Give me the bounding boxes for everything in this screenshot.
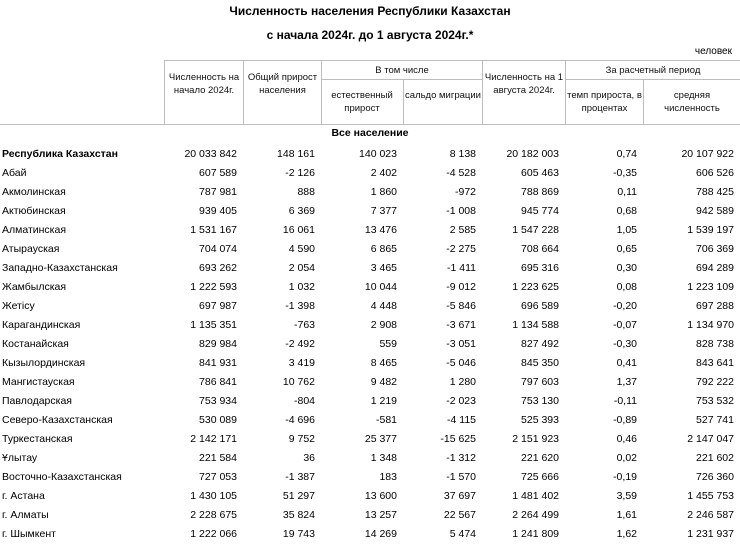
growth-rate-cell: -0,19 [613,471,637,483]
total-growth-cell: 9 752 [288,433,315,445]
header-top-border [164,60,740,61]
table-row [0,183,740,202]
table-row [0,297,740,316]
region-name: Акмолинская [2,186,66,198]
header-group-including: В том числе [375,65,429,76]
region-name: г. Шымкент [2,528,56,540]
migration-balance-cell: -1 312 [446,452,476,464]
total-growth-cell: -1 387 [285,471,315,483]
col-divider [482,60,483,124]
table-row [0,354,740,373]
start-population-cell: 1 430 105 [190,490,237,502]
average-population-cell: 20 107 922 [681,148,734,160]
average-population-cell: 726 360 [696,471,734,483]
growth-rate-cell: 0,65 [616,243,637,255]
migration-balance-cell: -3 671 [446,319,476,331]
region-name: Жетісу [2,300,35,312]
august-population-cell: 1 223 625 [512,281,559,293]
average-population-cell: 753 532 [696,395,734,407]
august-population-cell: 696 589 [521,300,559,312]
migration-balance-cell: -2 023 [446,395,476,407]
total-growth-cell: 16 061 [282,224,315,236]
august-population-cell: 525 393 [521,414,559,426]
start-population-cell: 2 228 675 [190,509,237,521]
august-population-cell: 695 316 [521,262,559,274]
natural-growth-cell: 1 860 [370,186,397,198]
migration-balance-cell: -4 528 [446,167,476,179]
region-name: Алматинская [2,224,67,236]
table-row [0,506,740,525]
header-total-growth: Общий прирост населения [247,72,318,96]
table-row [0,373,740,392]
start-population-cell: 1 222 593 [190,281,237,293]
growth-rate-cell: -0,07 [613,319,637,331]
migration-balance-cell: 2 585 [449,224,476,236]
average-population-cell: 1 134 970 [687,319,734,331]
start-population-cell: 727 053 [199,471,237,483]
start-population-cell: 20 033 842 [184,148,237,160]
region-name: Павлодарская [2,395,72,407]
total-growth-cell: -2 492 [285,338,315,350]
average-population-cell: 788 425 [696,186,734,198]
region-name: Атырауская [2,243,60,255]
natural-growth-cell: 9 482 [370,376,397,388]
average-population-cell: 792 222 [696,376,734,388]
growth-rate-cell: 0,68 [616,205,637,217]
region-name: Туркестанская [2,433,73,445]
total-growth-cell: 148 161 [277,148,315,160]
region-name: Ұлытау [2,452,38,464]
natural-growth-cell: 3 465 [370,262,397,274]
header-average-population: средняя численность [664,90,720,114]
table-row [0,240,740,259]
growth-rate-cell: 0,30 [616,262,637,274]
migration-balance-cell: 1 280 [449,376,476,388]
natural-growth-cell: 25 377 [364,433,397,445]
natural-growth-cell: 4 448 [370,300,397,312]
total-growth-cell: 2 054 [288,262,315,274]
natural-growth-cell: 2 402 [370,167,397,179]
migration-balance-cell: -2 275 [446,243,476,255]
total-growth-cell: 6 369 [288,205,315,217]
august-population-cell: 221 620 [521,452,559,464]
natural-growth-cell: 14 269 [364,528,397,540]
start-population-cell: 787 981 [199,186,237,198]
natural-growth-cell: 559 [379,338,397,350]
table-row [0,164,740,183]
migration-balance-cell: -1 570 [446,471,476,483]
page-subtitle: с начала 2024г. до 1 августа 2024г.* [266,28,474,42]
average-population-cell: 1 455 753 [687,490,734,502]
natural-growth-cell: 2 908 [370,319,397,331]
total-growth-cell: -763 [293,319,315,331]
total-growth-cell: 888 [297,186,315,198]
migration-balance-cell: -5 846 [446,300,476,312]
august-population-cell: 2 264 499 [512,509,559,521]
migration-balance-cell: 37 697 [443,490,476,502]
start-population-cell: 829 984 [199,338,237,350]
start-population-cell: 704 074 [199,243,237,255]
august-population-cell: 845 350 [521,357,559,369]
start-population-cell: 530 089 [199,414,237,426]
total-growth-cell: 10 762 [282,376,315,388]
table-body [0,145,740,544]
start-population-cell: 2 142 171 [190,433,237,445]
region-name: Кызылординская [2,357,86,369]
natural-growth-cell: 7 377 [370,205,397,217]
average-population-cell: 828 738 [696,338,734,350]
natural-growth-cell: 13 600 [364,490,397,502]
start-population-cell: 1 531 167 [190,224,237,236]
section-label: Все население [331,127,409,139]
natural-growth-cell: 1 348 [370,452,397,464]
august-population-cell: 1 547 228 [512,224,559,236]
migration-balance-cell: -1 411 [447,262,476,274]
start-population-cell: 939 405 [199,205,237,217]
migration-balance-cell: -5 046 [446,357,476,369]
total-growth-cell: 51 297 [282,490,315,502]
region-name: Северо-Казахстанская [2,414,113,426]
growth-rate-cell: 0,11 [617,186,637,198]
august-population-cell: 605 463 [521,167,559,179]
header-group-border-incl [321,79,482,80]
migration-balance-cell: -9 012 [446,281,476,293]
table-row-total [0,145,740,164]
table-row [0,259,740,278]
average-population-cell: 1 231 937 [687,528,734,540]
region-name: Актюбинская [2,205,66,217]
growth-rate-cell: 1,61 [616,509,637,521]
start-population-cell: 693 262 [199,262,237,274]
august-population-cell: 1 481 402 [512,490,559,502]
august-population-cell: 1 134 588 [512,319,559,331]
natural-growth-cell: 140 023 [359,148,397,160]
growth-rate-cell: 0,02 [616,452,637,464]
header-start-population: Численность на начало 2024г. [168,72,240,96]
natural-growth-cell: 13 257 [364,509,397,521]
table-row [0,335,740,354]
natural-growth-cell: 1 219 [370,395,397,407]
growth-rate-cell: 0,74 [616,148,637,160]
average-population-cell: 527 741 [696,414,734,426]
migration-balance-cell: 5 474 [449,528,476,540]
header-bottom-border [0,124,740,125]
region-name: г. Алматы [2,509,49,521]
migration-balance-cell: -972 [454,186,476,198]
migration-balance-cell: -1 008 [446,205,476,217]
region-name: Жамбылская [2,281,67,293]
header-group-border-period [565,79,740,80]
growth-rate-cell: -0,89 [613,414,637,426]
august-population-cell: 788 869 [521,186,559,198]
region-name: Костанайская [2,338,69,350]
growth-rate-cell: -0,30 [613,338,637,350]
average-population-cell: 2 246 587 [687,509,734,521]
table-row [0,411,740,430]
natural-growth-cell: 8 465 [370,357,397,369]
col-divider [243,60,244,124]
migration-balance-cell: 8 138 [449,148,476,160]
average-population-cell: 697 288 [696,300,734,312]
table-row [0,392,740,411]
natural-growth-cell: 10 044 [364,281,397,293]
growth-rate-cell: -0,11 [613,395,637,407]
average-population-cell: 1 539 197 [687,224,734,236]
start-population-cell: 697 987 [199,300,237,312]
total-growth-cell: -804 [293,395,315,407]
august-population-cell: 753 130 [521,395,559,407]
natural-growth-cell: -581 [375,414,397,426]
col-divider [164,60,165,124]
header-growth-rate: темп прироста, в процентах [567,90,642,114]
average-population-cell: 2 147 047 [687,433,734,445]
header-natural-growth: естественный прирост [331,90,393,114]
region-name: г. Астана [2,490,45,502]
average-population-cell: 1 223 109 [687,281,734,293]
august-population-cell: 827 492 [521,338,559,350]
header-august-population: Численность на 1 августа 2024г. [484,72,564,96]
table-row [0,468,740,487]
total-growth-cell: 19 743 [282,528,315,540]
start-population-cell: 841 931 [199,357,237,369]
growth-rate-cell: 0,46 [616,433,637,445]
average-population-cell: 843 641 [696,357,734,369]
unit-label: человек [694,46,732,57]
august-population-cell: 1 241 809 [512,528,559,540]
table-row [0,221,740,240]
growth-rate-cell: 0,08 [616,281,637,293]
start-population-cell: 607 589 [199,167,237,179]
average-population-cell: 221 602 [696,452,734,464]
growth-rate-cell: 1,62 [616,528,637,540]
average-population-cell: 706 369 [696,243,734,255]
table-row [0,430,740,449]
average-population-cell: 606 526 [696,167,734,179]
table-row [0,525,740,544]
table-row [0,202,740,221]
start-population-cell: 1 135 351 [190,319,237,331]
table-row [0,278,740,297]
august-population-cell: 797 603 [521,376,559,388]
natural-growth-cell: 6 865 [370,243,397,255]
region-name: Восточно-Казахстанская [2,471,122,483]
average-population-cell: 942 589 [696,205,734,217]
region-name: Абай [2,167,27,179]
august-population-cell: 945 774 [521,205,559,217]
total-growth-cell: -1 398 [285,300,315,312]
migration-balance-cell: -4 115 [447,414,476,426]
growth-rate-cell: 3,59 [616,490,637,502]
august-population-cell: 708 664 [521,243,559,255]
migration-balance-cell: -15 625 [440,433,476,445]
total-growth-cell: 4 590 [288,243,315,255]
natural-growth-cell: 183 [379,471,397,483]
table-row [0,449,740,468]
table-row [0,316,740,335]
start-population-cell: 786 841 [199,376,237,388]
header-migration-balance: сальдо миграции [405,90,481,101]
region-name: Мангистауская [2,376,75,388]
august-population-cell: 20 182 003 [506,148,559,160]
migration-balance-cell: -3 051 [446,338,476,350]
growth-rate-cell: 1,37 [616,376,637,388]
start-population-cell: 1 222 066 [190,528,237,540]
total-growth-cell: 35 824 [282,509,315,521]
page-title: Численность населения Республики Казахстан [229,4,511,18]
total-growth-cell: 3 419 [288,357,315,369]
growth-rate-cell: -0,20 [613,300,637,312]
august-population-cell: 2 151 923 [512,433,559,445]
population-table [0,145,740,544]
total-growth-cell: -2 126 [285,167,315,179]
growth-rate-cell: 0,41 [616,357,637,369]
start-population-cell: 753 934 [199,395,237,407]
total-growth-cell: 1 032 [288,281,315,293]
region-name: Западно-Казахстанская [2,262,118,274]
august-population-cell: 725 666 [521,471,559,483]
table-row [0,487,740,506]
natural-growth-cell: 13 476 [364,224,397,236]
region-name: Карагандинская [2,319,81,331]
start-population-cell: 221 584 [199,452,237,464]
total-growth-cell: 36 [303,452,315,464]
region-name: Республика Казахстан [2,148,118,160]
average-population-cell: 694 289 [696,262,734,274]
col-divider [643,79,644,124]
total-growth-cell: -4 696 [285,414,315,426]
header-group-period: За расчетный период [605,65,701,76]
growth-rate-cell: 1,05 [616,224,637,236]
growth-rate-cell: -0,35 [613,167,637,179]
migration-balance-cell: 22 567 [443,509,476,521]
